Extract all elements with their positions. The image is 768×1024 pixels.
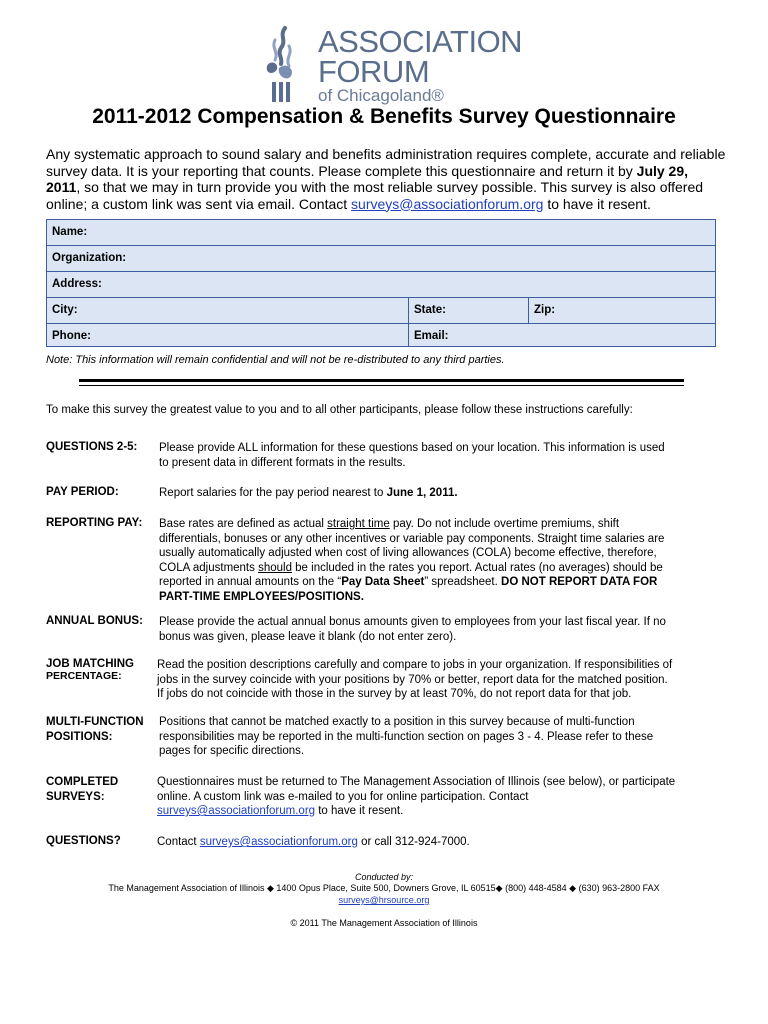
completed-surveys-label — [46, 775, 118, 805]
pay-period-label: PAY PERIOD: — [46, 486, 119, 498]
name-row — [47, 220, 715, 245]
divider-thick — [79, 379, 684, 382]
reporting-pay-l4b: be included in the rates you report. Actual rates (no averages) should be — [291, 561, 663, 574]
intro-text-1: Any systematic approach to sound salary and benefits administration requires complete, accurate and reliable survey data. It is your reporting that counts. Please complete this questionnaire and return it by — [46, 146, 726, 179]
questions-2-5-line-1: Please provide ALL information for these questions based on your location. This information is used — [159, 442, 665, 454]
logo-line-chicagoland: of Chicagoland® — [318, 86, 444, 105]
reporting-pay-label: REPORTING PAY: — [46, 517, 143, 529]
logo-wordmark — [318, 24, 523, 106]
address-row — [47, 271, 715, 297]
pay-period-text — [159, 486, 458, 501]
association-forum-logo-icon — [261, 26, 301, 106]
phone-field[interactable] — [47, 324, 408, 347]
footer-copyright: © 2011 The Management Association of Illinois — [290, 918, 478, 928]
organization-label: Organization: — [52, 252, 127, 264]
questions-label: QUESTIONS? — [46, 835, 121, 847]
questions-2-5-text — [159, 441, 665, 470]
completed-surveys-label-1: COMPLETED — [46, 776, 119, 788]
contact-info-form — [46, 219, 716, 347]
intro-text-3: to have it resent. — [543, 195, 651, 212]
reporting-pay-l4a: COLA adjustments — [159, 561, 259, 574]
multi-function-line-1: Positions that cannot be matched exactly to a position in this survey because of multi-function — [159, 716, 635, 728]
organization-row — [47, 245, 715, 271]
address-field[interactable] — [47, 272, 715, 297]
intro-text-2: , so that we may in turn provide you with the most reliable survey possible. This survey is also offered online; a custom link was sent via email. Contact — [46, 179, 704, 212]
completed-surveys-line-1: Questionnaires must be returned to The Management Association of Illinois (see below), or participate — [157, 776, 676, 788]
email-label: Email: — [414, 330, 449, 342]
divider-thin — [79, 385, 684, 386]
questions-contact: Contact — [157, 836, 200, 848]
annual-bonus-line-2: bonus was given, please leave it blank (do not enter zero). — [159, 630, 457, 643]
state-field[interactable] — [408, 298, 528, 323]
multi-function-line-2: responsibilities may be reported in the multi-function section on pages 3 - 4. Please refer to these — [159, 730, 654, 743]
completed-surveys-email-link[interactable]: surveys@associationforum.org — [157, 805, 316, 817]
footer-email-link[interactable]: surveys@hrsource.org — [338, 895, 430, 905]
reporting-pay-line-3: usually automatically adjusted when cost of living allowances (COLA) become effective, therefore, — [159, 547, 657, 559]
logo-line-association: ASSOCIATION — [318, 24, 523, 59]
page-title: 2011-2012 Compensation & Benefits Survey Questionnaire — [92, 105, 676, 128]
questions-2-5-line-2: to present data in different formats in the results. — [159, 456, 406, 469]
intro-deadline: July 29, 2011 — [46, 162, 689, 195]
state-label: State: — [414, 304, 446, 316]
city-state-zip-row — [47, 297, 715, 323]
completed-surveys-text — [157, 775, 675, 819]
job-matching-label-2: PERCENTAGE: — [46, 670, 122, 682]
city-field[interactable] — [47, 298, 408, 323]
organization-field[interactable] — [47, 246, 715, 271]
footer-address: The Management Association of Illinois ◆ 1400 Opus Place, Suite 500, Downers Grove, IL 60515◆ (800) 448-4584 ◆ (630) 963-2800 FAX — [108, 883, 660, 893]
completed-surveys-line-3-rest: to have it resent. — [315, 805, 404, 817]
reporting-pay-line-2: differentials, bonuses or any other incentives or variable pay components. Straight time salaries are — [159, 532, 665, 545]
reporting-pay-line-1 — [159, 517, 664, 532]
intro-paragraph — [46, 146, 726, 212]
reporting-pay-line-4 — [159, 561, 664, 576]
job-matching-line-3: If jobs do not coincide with those in the survey by at least 70%, do not report data for that job. — [157, 688, 632, 700]
pay-period-date: June 1, 2011. — [386, 487, 458, 499]
annual-bonus-line-1: Please provide the actual annual bonus amounts given to employees from your last fiscal year. If no — [159, 616, 666, 628]
job-matching-line-1: Read the position descriptions carefully and compare to jobs in your organization. If responsibilities of — [157, 659, 673, 671]
reporting-pay-l1u: straight time — [327, 518, 390, 530]
job-matching-line-2: jobs in the survey coincide with your positions by 70% or better, report data for the matched position. — [157, 673, 668, 686]
reporting-pay-l1b: pay. Do not include overtime premiums, shift — [389, 518, 620, 530]
questions-email-link[interactable]: surveys@associationforum.org — [199, 836, 358, 848]
intro-email-link[interactable]: surveys@associationforum.org — [351, 195, 544, 212]
zip-label: Zip: — [534, 304, 556, 316]
instructions-lead: To make this survey the greatest value to you and to all other participants, please follow these instructions carefully: — [46, 404, 633, 416]
email-field[interactable] — [408, 324, 715, 347]
multi-function-line-3: pages for specific directions. — [159, 745, 305, 757]
name-label: Name: — [52, 226, 88, 238]
annual-bonus-label: ANNUAL BONUS: — [46, 615, 143, 627]
multi-function-label-2: POSITIONS: — [46, 730, 113, 743]
completed-surveys-line-3 — [157, 804, 675, 819]
questions-text — [157, 835, 470, 850]
multi-function-label-1: MULTI-FUNCTION — [46, 716, 144, 728]
footer-email-wrap — [0, 895, 768, 906]
phone-email-row — [47, 323, 715, 347]
completed-surveys-label-2: SURVEYS: — [46, 791, 105, 803]
address-label: Address: — [52, 278, 102, 290]
confidentiality-note: Note: This information will remain confidential and will not be re-distributed to any third parties. — [46, 354, 505, 366]
name-field[interactable] — [47, 220, 715, 245]
phone-label: Phone: — [52, 330, 91, 342]
completed-surveys-line-2: online. A custom link was e-mailed to you for online participation. Contact — [157, 790, 529, 803]
questions-phone: or call 312-924-7000. — [357, 836, 470, 848]
pay-period-body: Report salaries for the pay period nearest to — [159, 487, 387, 499]
reporting-pay-l4u: should — [258, 561, 292, 574]
job-matching-label-1: JOB MATCHING — [46, 658, 134, 670]
logo-line-forum: FORUM — [318, 54, 430, 89]
reporting-pay-l5c: ” spreadsheet. — [424, 576, 502, 588]
reporting-pay-l5a: reported in annual amounts on the “ — [159, 576, 342, 588]
reporting-pay-line-6: PART-TIME EMPLOYEES/POSITIONS. — [159, 590, 364, 603]
reporting-pay-l5b: Pay Data Sheet — [341, 576, 425, 588]
zip-field[interactable] — [528, 298, 715, 323]
city-label: City: — [52, 304, 78, 316]
reporting-pay-line-5 — [159, 575, 664, 590]
reporting-pay-text — [159, 517, 664, 604]
annual-bonus-text — [159, 615, 666, 644]
footer-conducted-by: Conducted by: — [354, 872, 414, 882]
reporting-pay-l5d: DO NOT REPORT DATA FOR — [501, 576, 658, 588]
questions-2-5-label: QUESTIONS 2-5: — [46, 441, 138, 453]
job-matching-label — [46, 658, 134, 682]
reporting-pay-l1a: Base rates are defined as actual — [159, 518, 328, 530]
job-matching-text — [157, 658, 672, 702]
multi-function-text — [159, 715, 653, 759]
multi-function-label — [46, 715, 144, 744]
